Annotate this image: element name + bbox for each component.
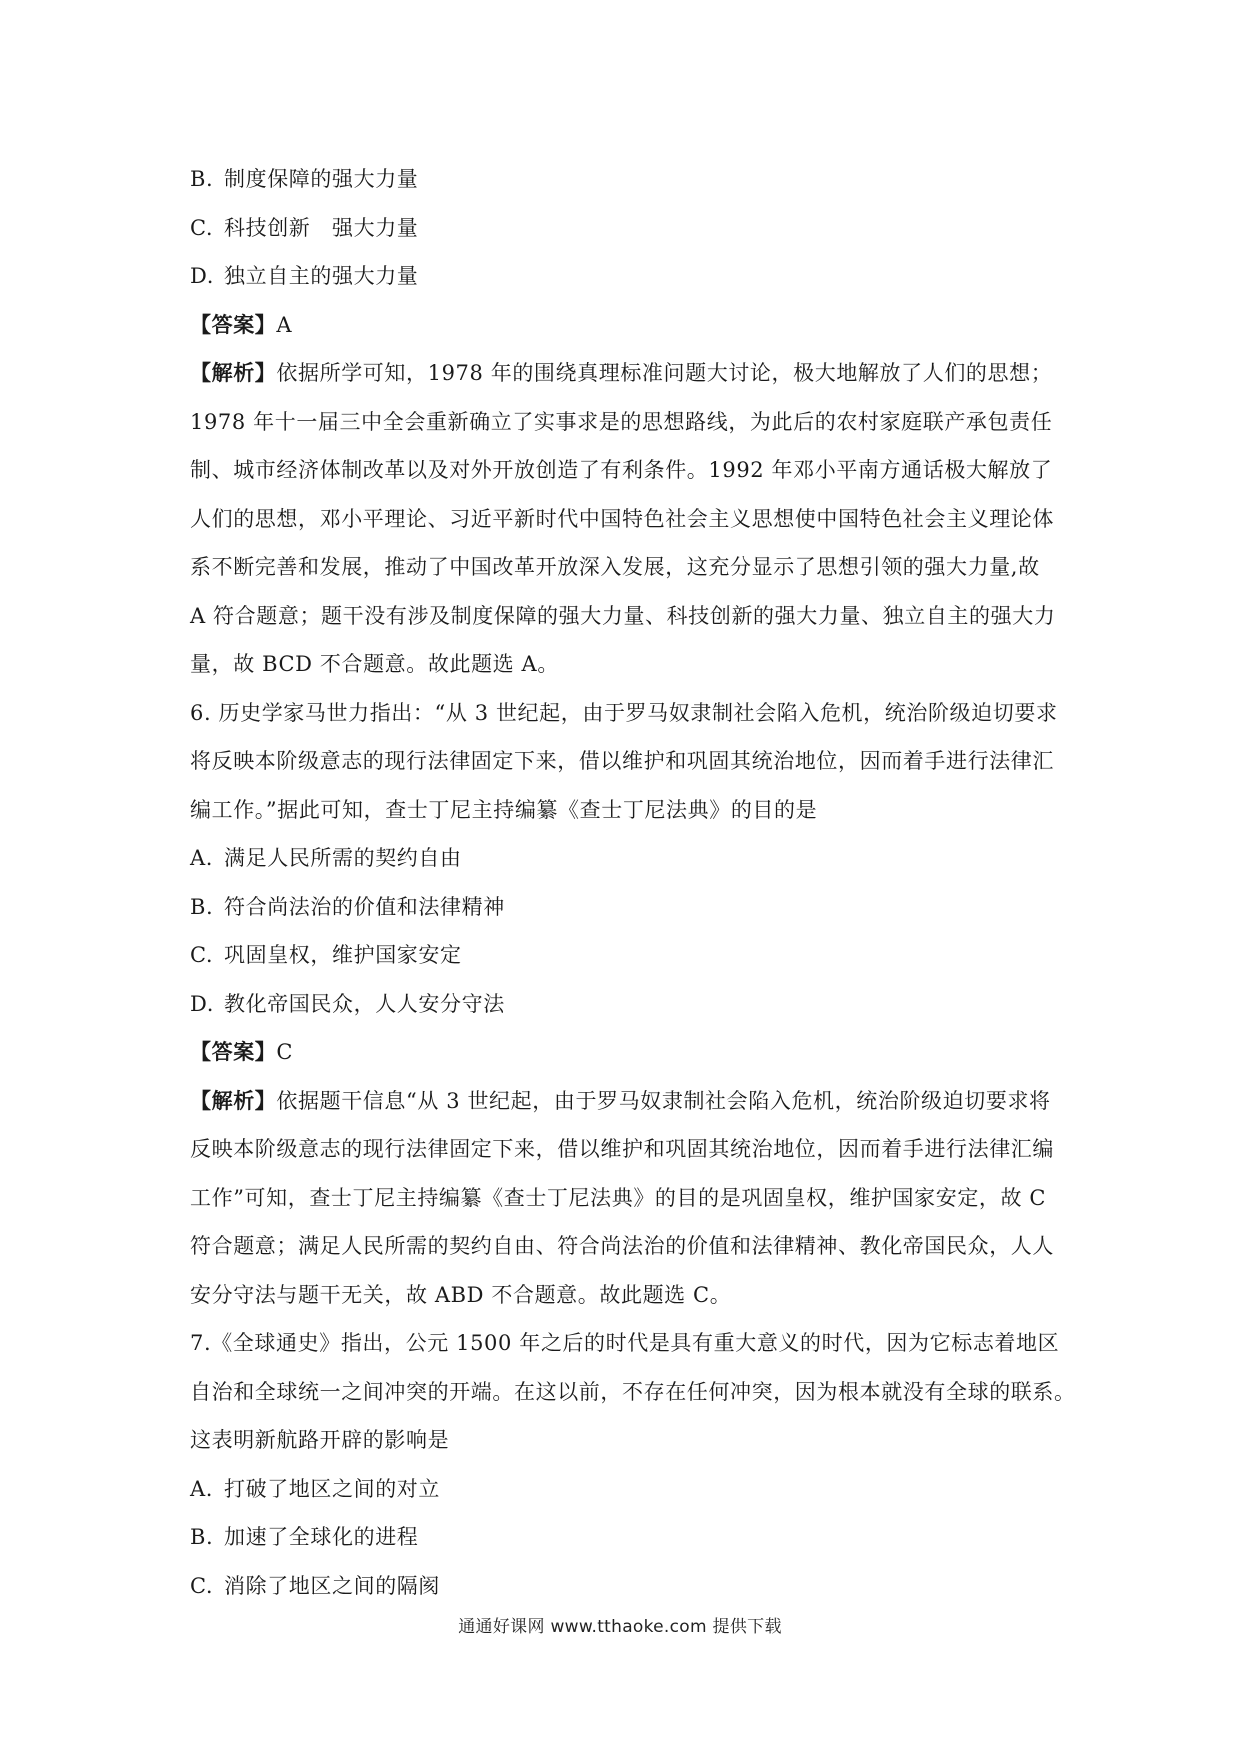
question-stem-line: 自治和全球统一之间冲突的开端。在这以前，不存在任何冲突，因为根本就没有全球的联系。: [190, 1379, 1076, 1404]
answer-tag: 【答案】: [190, 311, 277, 337]
option-line: [190, 1465, 1060, 1514]
question-stem-line: 6. 历史学家马世力指出：“从 3 世纪起，由于罗马奴隶制社会陷入危机，统治阶级迫切要求: [190, 700, 1058, 725]
option-text: 消除了地区之间的隔阂: [224, 1573, 440, 1598]
page-footer: 通通好课网 www.tthaoke.com 提供下载: [458, 1617, 782, 1637]
option-letter: B.: [190, 167, 214, 191]
option-line: [190, 980, 1060, 1029]
analysis-line: 系不断完善和发展，推动了中国改革开放深入发展，这充分显示了思想引领的强大力量,故: [190, 555, 1040, 579]
option-text: 加速了全球化的进程: [224, 1525, 419, 1549]
option-line: [190, 155, 1060, 204]
analysis-line: 安分守法与题干无关，故 ABD 不合题意。故此题选 C。: [190, 1282, 732, 1307]
analysis-line: 人们的思想，邓小平理论、习近平新时代中国特色社会主义思想使中国特色社会主义理论体: [190, 506, 1054, 531]
option-text: 教化帝国民众，人人安分守法: [224, 991, 505, 1016]
option-letter: D.: [190, 991, 214, 1016]
question-stem-line: 7.《全球通史》指出，公元 1500 年之后的时代是具有重大意义的时代，因为它标志着地区: [190, 1331, 1060, 1355]
option-text: 独立自主的强大力量: [224, 264, 419, 288]
option-letter: B.: [190, 894, 214, 919]
option-letter: A.: [190, 1476, 214, 1501]
document-body: [190, 155, 1076, 1610]
option-letter: C.: [190, 1573, 214, 1598]
option-text: 符合尚法治的价值和法律精神: [224, 894, 505, 919]
option-text: 制度保障的强大力量: [224, 167, 419, 191]
answer-tag: 【答案】: [190, 1039, 277, 1064]
answer-value: C: [276, 1040, 294, 1064]
analysis-tag: 【解析】: [190, 360, 277, 385]
analysis-line: 1978 年十一届三中全会重新确立了实事求是的思想路线，为此后的农村家庭联产承包责任: [190, 409, 1053, 434]
analysis-line: [190, 1077, 1060, 1126]
answer-value: A: [276, 312, 293, 337]
option-line: [190, 834, 1060, 883]
option-line: [190, 931, 1060, 980]
analysis-line: A 符合题意；题干没有涉及制度保障的强大力量、科技创新的强大力量、独立自主的强大力: [190, 603, 1056, 628]
answer-line: [190, 1028, 1060, 1077]
option-text: 科技创新 强大力量: [224, 215, 419, 240]
answer-line: [190, 301, 1060, 350]
analysis-line: 工作”可知，查士丁尼主持编纂《查士丁尼法典》的目的是巩固皇权，维护国家安定，故 C: [190, 1185, 1047, 1210]
option-line: [190, 252, 1060, 301]
option-text: 打破了地区之间的对立: [224, 1476, 440, 1501]
analysis-line: 制、城市经济体制改革以及对外开放创造了有利条件。1992 年邓小平南方通话极大解放了: [190, 458, 1053, 482]
option-text: 满足人民所需的契约自由: [224, 846, 462, 870]
option-letter: A.: [190, 846, 214, 870]
analysis-text: 依据题干信息“从 3 世纪起，由于罗马奴隶制社会陷入危机，统治阶级迫切要求将: [276, 1088, 1051, 1113]
analysis-line: 符合题意；满足人民所需的契约自由、符合尚法治的价值和法律精神、教化帝国民众，人人: [190, 1234, 1054, 1258]
option-line: [190, 1513, 1060, 1562]
analysis-line: 反映本阶级意志的现行法律固定下来，借以维护和巩固其统治地位，因而着手进行法律汇编: [190, 1137, 1054, 1161]
option-line: [190, 883, 1060, 932]
option-letter: D.: [190, 264, 214, 288]
analysis-line: [190, 349, 1060, 398]
option-line: [190, 204, 1060, 253]
option-letter: C.: [190, 215, 214, 240]
option-line: [190, 1562, 1060, 1611]
question-stem-line: 这表明新航路开辟的影响是: [190, 1428, 450, 1452]
question-stem-line: 将反映本阶级意志的现行法律固定下来，借以维护和巩固其统治地位，因而着手进行法律汇: [190, 749, 1054, 773]
analysis-line: 量，故 BCD 不合题意。故此题选 A。: [190, 652, 559, 676]
analysis-text: 依据所学可知，1978 年的围绕真理标准问题大讨论，极大地解放了人们的思想；: [276, 361, 1053, 385]
analysis-tag: 【解析】: [190, 1087, 277, 1113]
option-letter: B.: [190, 1525, 214, 1549]
question-stem-line: 编工作。”据此可知，查士丁尼主持编纂《查士丁尼法典》的目的是: [190, 797, 818, 822]
option-letter: C.: [190, 943, 214, 967]
option-text: 巩固皇权，维护国家安定: [224, 943, 462, 967]
